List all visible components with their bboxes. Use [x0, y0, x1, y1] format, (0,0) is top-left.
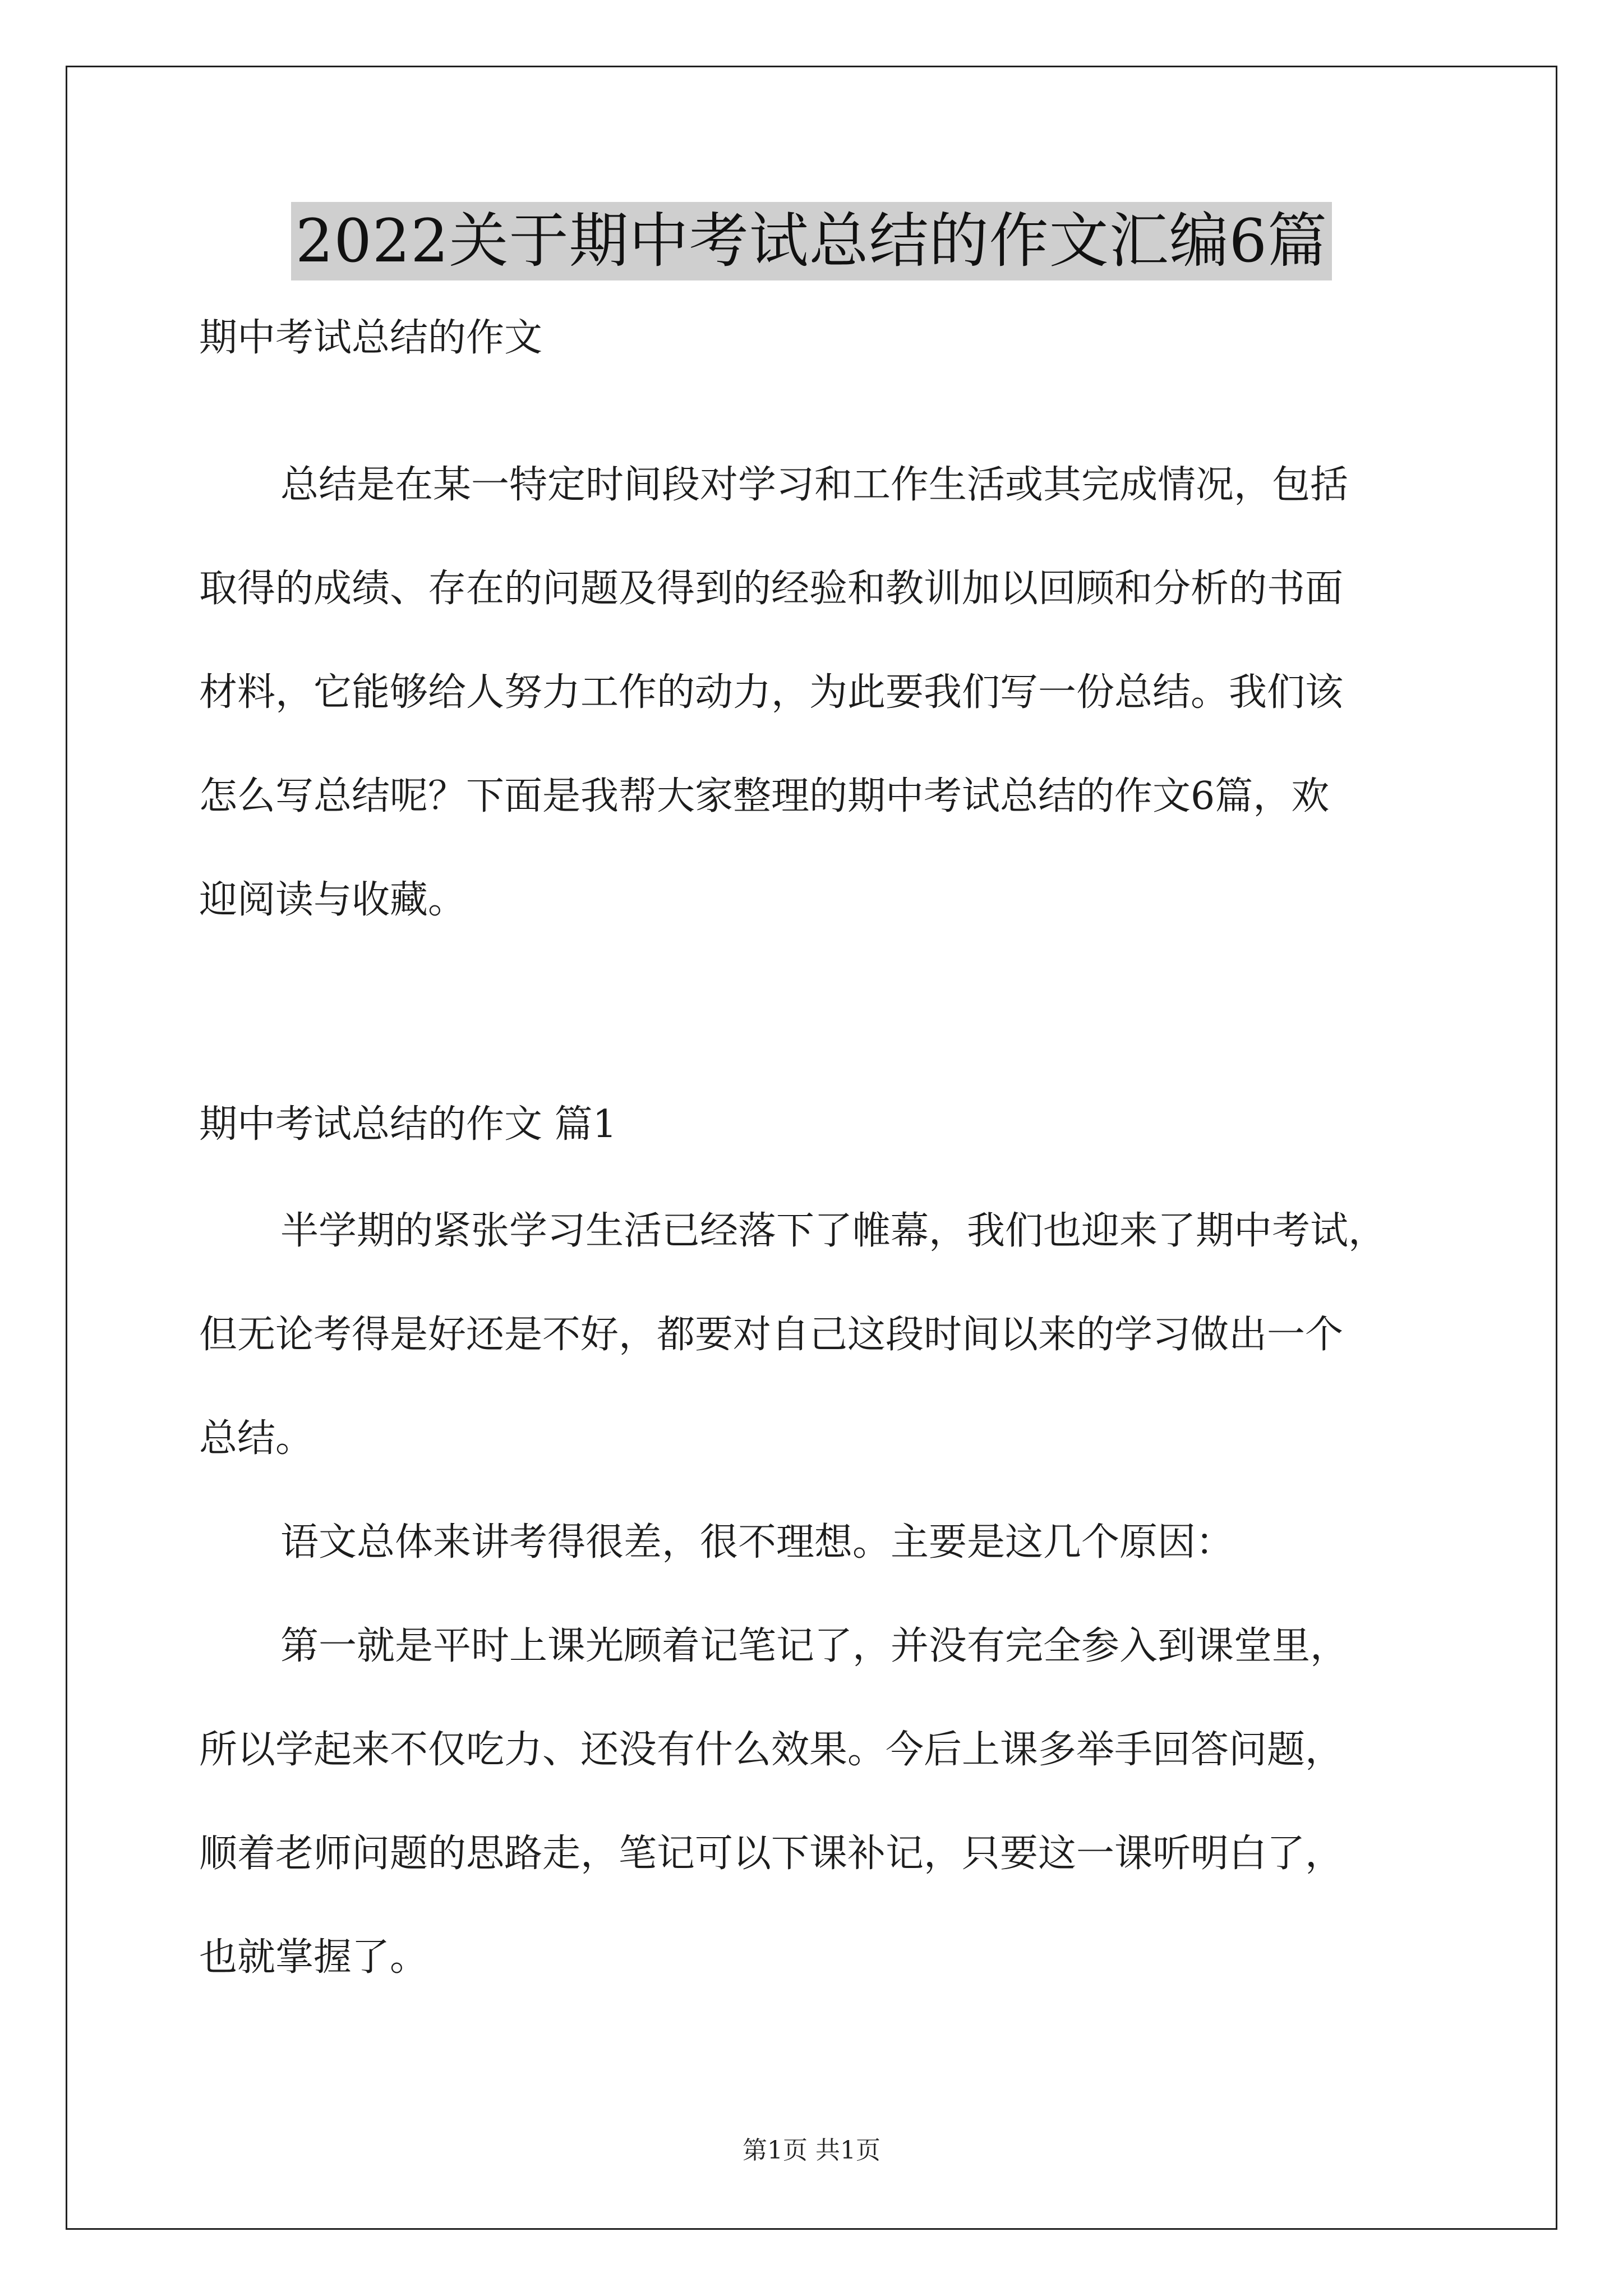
paragraph-line: 总结是在某一特定时间段对学习和工作生活或其完成情况，包括	[280, 463, 1349, 507]
paragraph-line: 总结。	[199, 1416, 314, 1461]
paragraph-line: 材料，它能够给人努力工作的动力，为此要我们写一份总结。我们该	[199, 670, 1344, 715]
section-heading-intro: 期中考试总结的作文	[199, 316, 543, 360]
paragraph-line: 也就掌握了。	[199, 1935, 428, 1980]
page-footer: 第1页 共1页	[743, 2136, 880, 2165]
paragraph-line: 但无论考得是好还是不好，都要对自己这段时间以来的学习做出一个	[199, 1313, 1344, 1357]
paragraph-line: 第一就是平时上课光顾着记笔记了，并没有完全参入到课堂里，	[280, 1624, 1349, 1668]
paragraph-line: 顺着老师问题的思路走，笔记可以下课补记，只要这一课听明白了，	[199, 1832, 1344, 1876]
paragraph-line: 取得的成绩、存在的问题及得到的经验和教训加以回顾和分析的书面	[199, 567, 1344, 611]
title-container	[0, 202, 1623, 280]
paragraph-line: 怎么写总结呢？下面是我帮大家整理的期中考试总结的作文6篇，欢	[199, 774, 1330, 818]
paragraph-line: 迎阅读与收藏。	[199, 878, 467, 922]
paragraph-line: 语文总体来讲考得很差，很不理想。主要是这几个原因：	[280, 1520, 1234, 1565]
section-heading-essay-1: 期中考试总结的作文 篇1	[199, 1102, 617, 1147]
paragraph-line: 所以学起来不仅吃力、还没有什么效果。今后上课多举手回答问题，	[199, 1728, 1344, 1772]
paragraph-line: 半学期的紧张学习生活已经落下了帷幕，我们也迎来了期中考试，	[280, 1209, 1387, 1253]
document-title: 2022关于期中考试总结的作文汇编6篇	[291, 202, 1332, 280]
